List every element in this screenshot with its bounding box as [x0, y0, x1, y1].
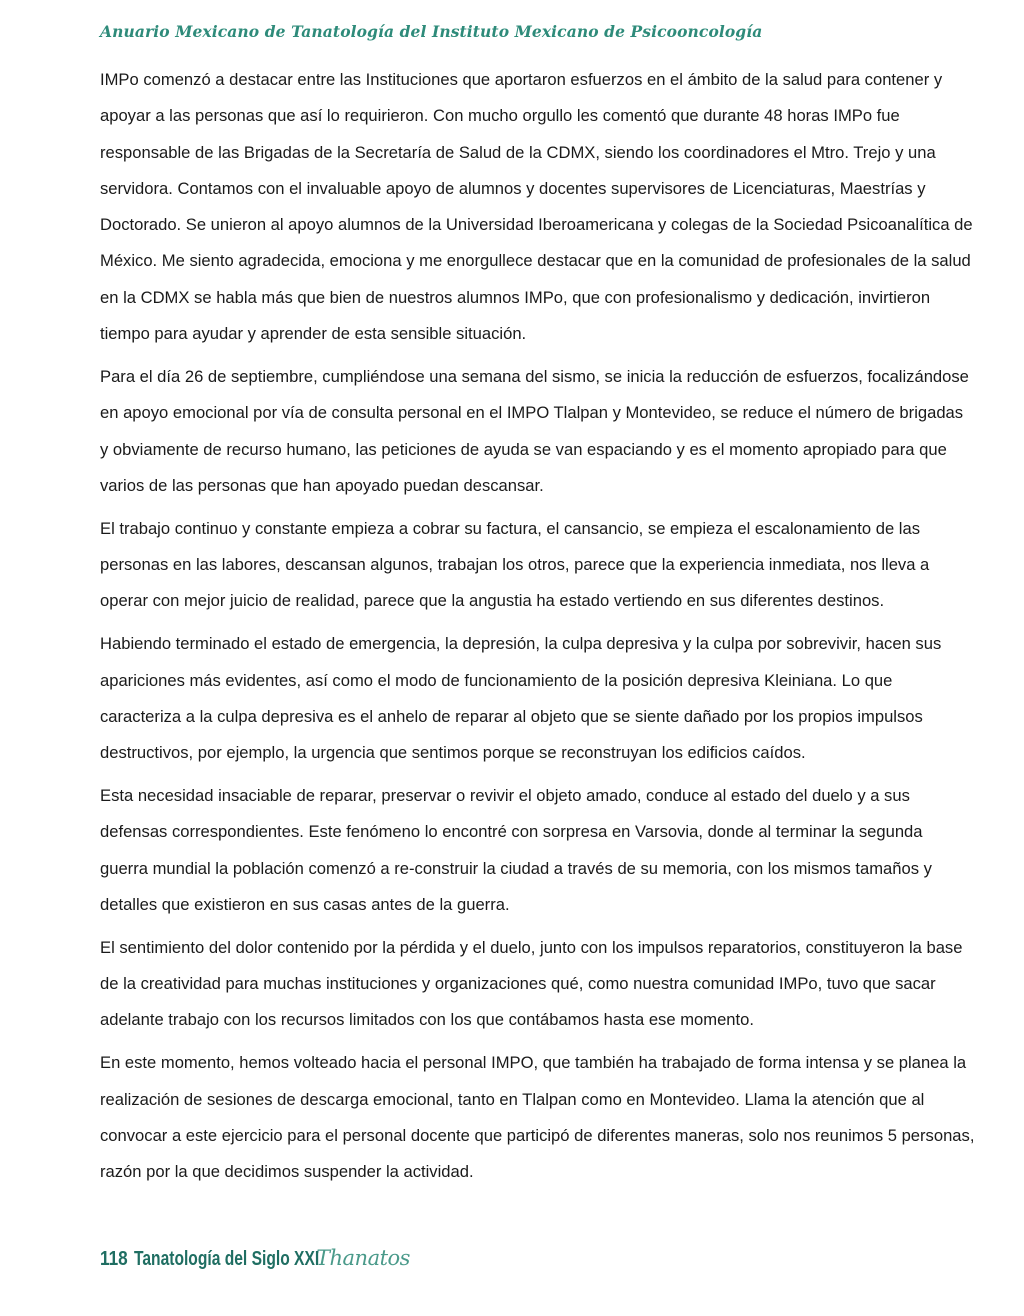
paragraph-4: Habiendo terminado el estado de emergencia, la depresión, la culpa depresiva y la culpa por sobrevivir, hacen sus apariciones más evidentes, así como el modo de funcionamiento de la posición depresiva Kleiniana. Lo que caracteriza a la culpa depresiva es el anhelo de reparar al objeto que se siente dañado por los propios impulsos destructivos, por ejemplo, la urgencia que sentimos porque se reconstruyan los edificios caídos. [100, 634, 942, 763]
paragraph-6: El sentimiento del dolor contenido por la pérdida y el duelo, junto con los impulsos reparatorios, constituyeron la base de la creatividad para muchas instituciones y organizaciones qué, como nuestra comunidad IMPo, tuvo que sacar adelante trabajo con los recursos limitados con los que contábamos hasta ese momento. [100, 937, 963, 1030]
paragraph-1: IMPo comenzó a destacar entre las Instituciones que aportaron esfuerzos en el ámbito de la salud para contener y apoyar a las personas que así lo requirieron. Con mucho orgullo les comentó que durante 48 horas IMPo fue responsable de las Brigadas de la Secretaría de Salud de la CDMX, siendo los coordinadores el Mtro. Trejo y una servidora. Contamos con el invaluable apoyo de alumnos y docentes supervisores de Licenciaturas, Maestrías y Doctorado. Se unieron al apoyo alumnos de la Universidad Iberoamericana y colegas de la Sociedad Psicoanalítica de México. Me siento agradecida, emociona y me enorgullece destacar que en la comunidad de profesionales de la salud en la CDMX se habla más que bien de nuestros alumnos IMPo, que con profesionalismo y dedicación, invirtieron tiempo para ayudar y aprender de esta sensible situación. [100, 70, 973, 344]
article-body [100, 62, 975, 1197]
thanatos-logo: Thanatos [316, 1246, 410, 1270]
page-number: 118 [100, 1248, 128, 1270]
publication-title: Tanatología del Siglo XXI [134, 1248, 320, 1270]
running-header: Anuario Mexicano de Tanatología del Instituto Mexicano de Psicooncología [100, 22, 763, 41]
paragraph-3: El trabajo continuo y constante empieza a cobrar su factura, el cansancio, se empieza el escalonamiento de las personas en las labores, descansan algunos, trabajan los otros, parece que la experiencia inmediata, nos lleva a operar con mejor juicio de realidad, parece que la angustia ha estado vertiendo en sus diferentes destinos. [100, 518, 930, 611]
page-footer [100, 1246, 410, 1286]
paragraph-5: Esta necesidad insaciable de reparar, preservar o revivir el objeto amado, conduce al estado del duelo y a sus defensas correspondientes. Este fenómeno lo encontré con sorpresa en Varsovia, donde al terminar la segunda guerra mundial la población comenzó a re-construir la ciudad a través de su memoria, con los mismos tamaños y detalles que existieron en sus casas antes de la guerra. [100, 786, 932, 914]
paragraph-2: Para el día 26 de septiembre, cumpliéndose una semana del sismo, se inicia la reducción de esfuerzos, focalizándose en apoyo emocional por vía de consulta personal en el IMPO Tlalpan y Montevideo, se reduce el número de brigadas y obviamente de recurso humano, las peticiones de ayuda se van espaciando y es el momento apropiado para que varios de las personas que han apoyado puedan descansar. [100, 366, 969, 495]
paragraph-7: En este momento, hemos volteado hacia el personal IMPO, que también ha trabajado de forma intensa y se planea la realización de sesiones de descarga emocional, tanto en Tlalpan como en Montevideo. Llama la atención que al convocar a este ejercicio para el personal docente que participó de diferentes maneras, solo nos reunimos 5 personas, razón por la que decidimos suspender la actividad. [100, 1053, 975, 1182]
